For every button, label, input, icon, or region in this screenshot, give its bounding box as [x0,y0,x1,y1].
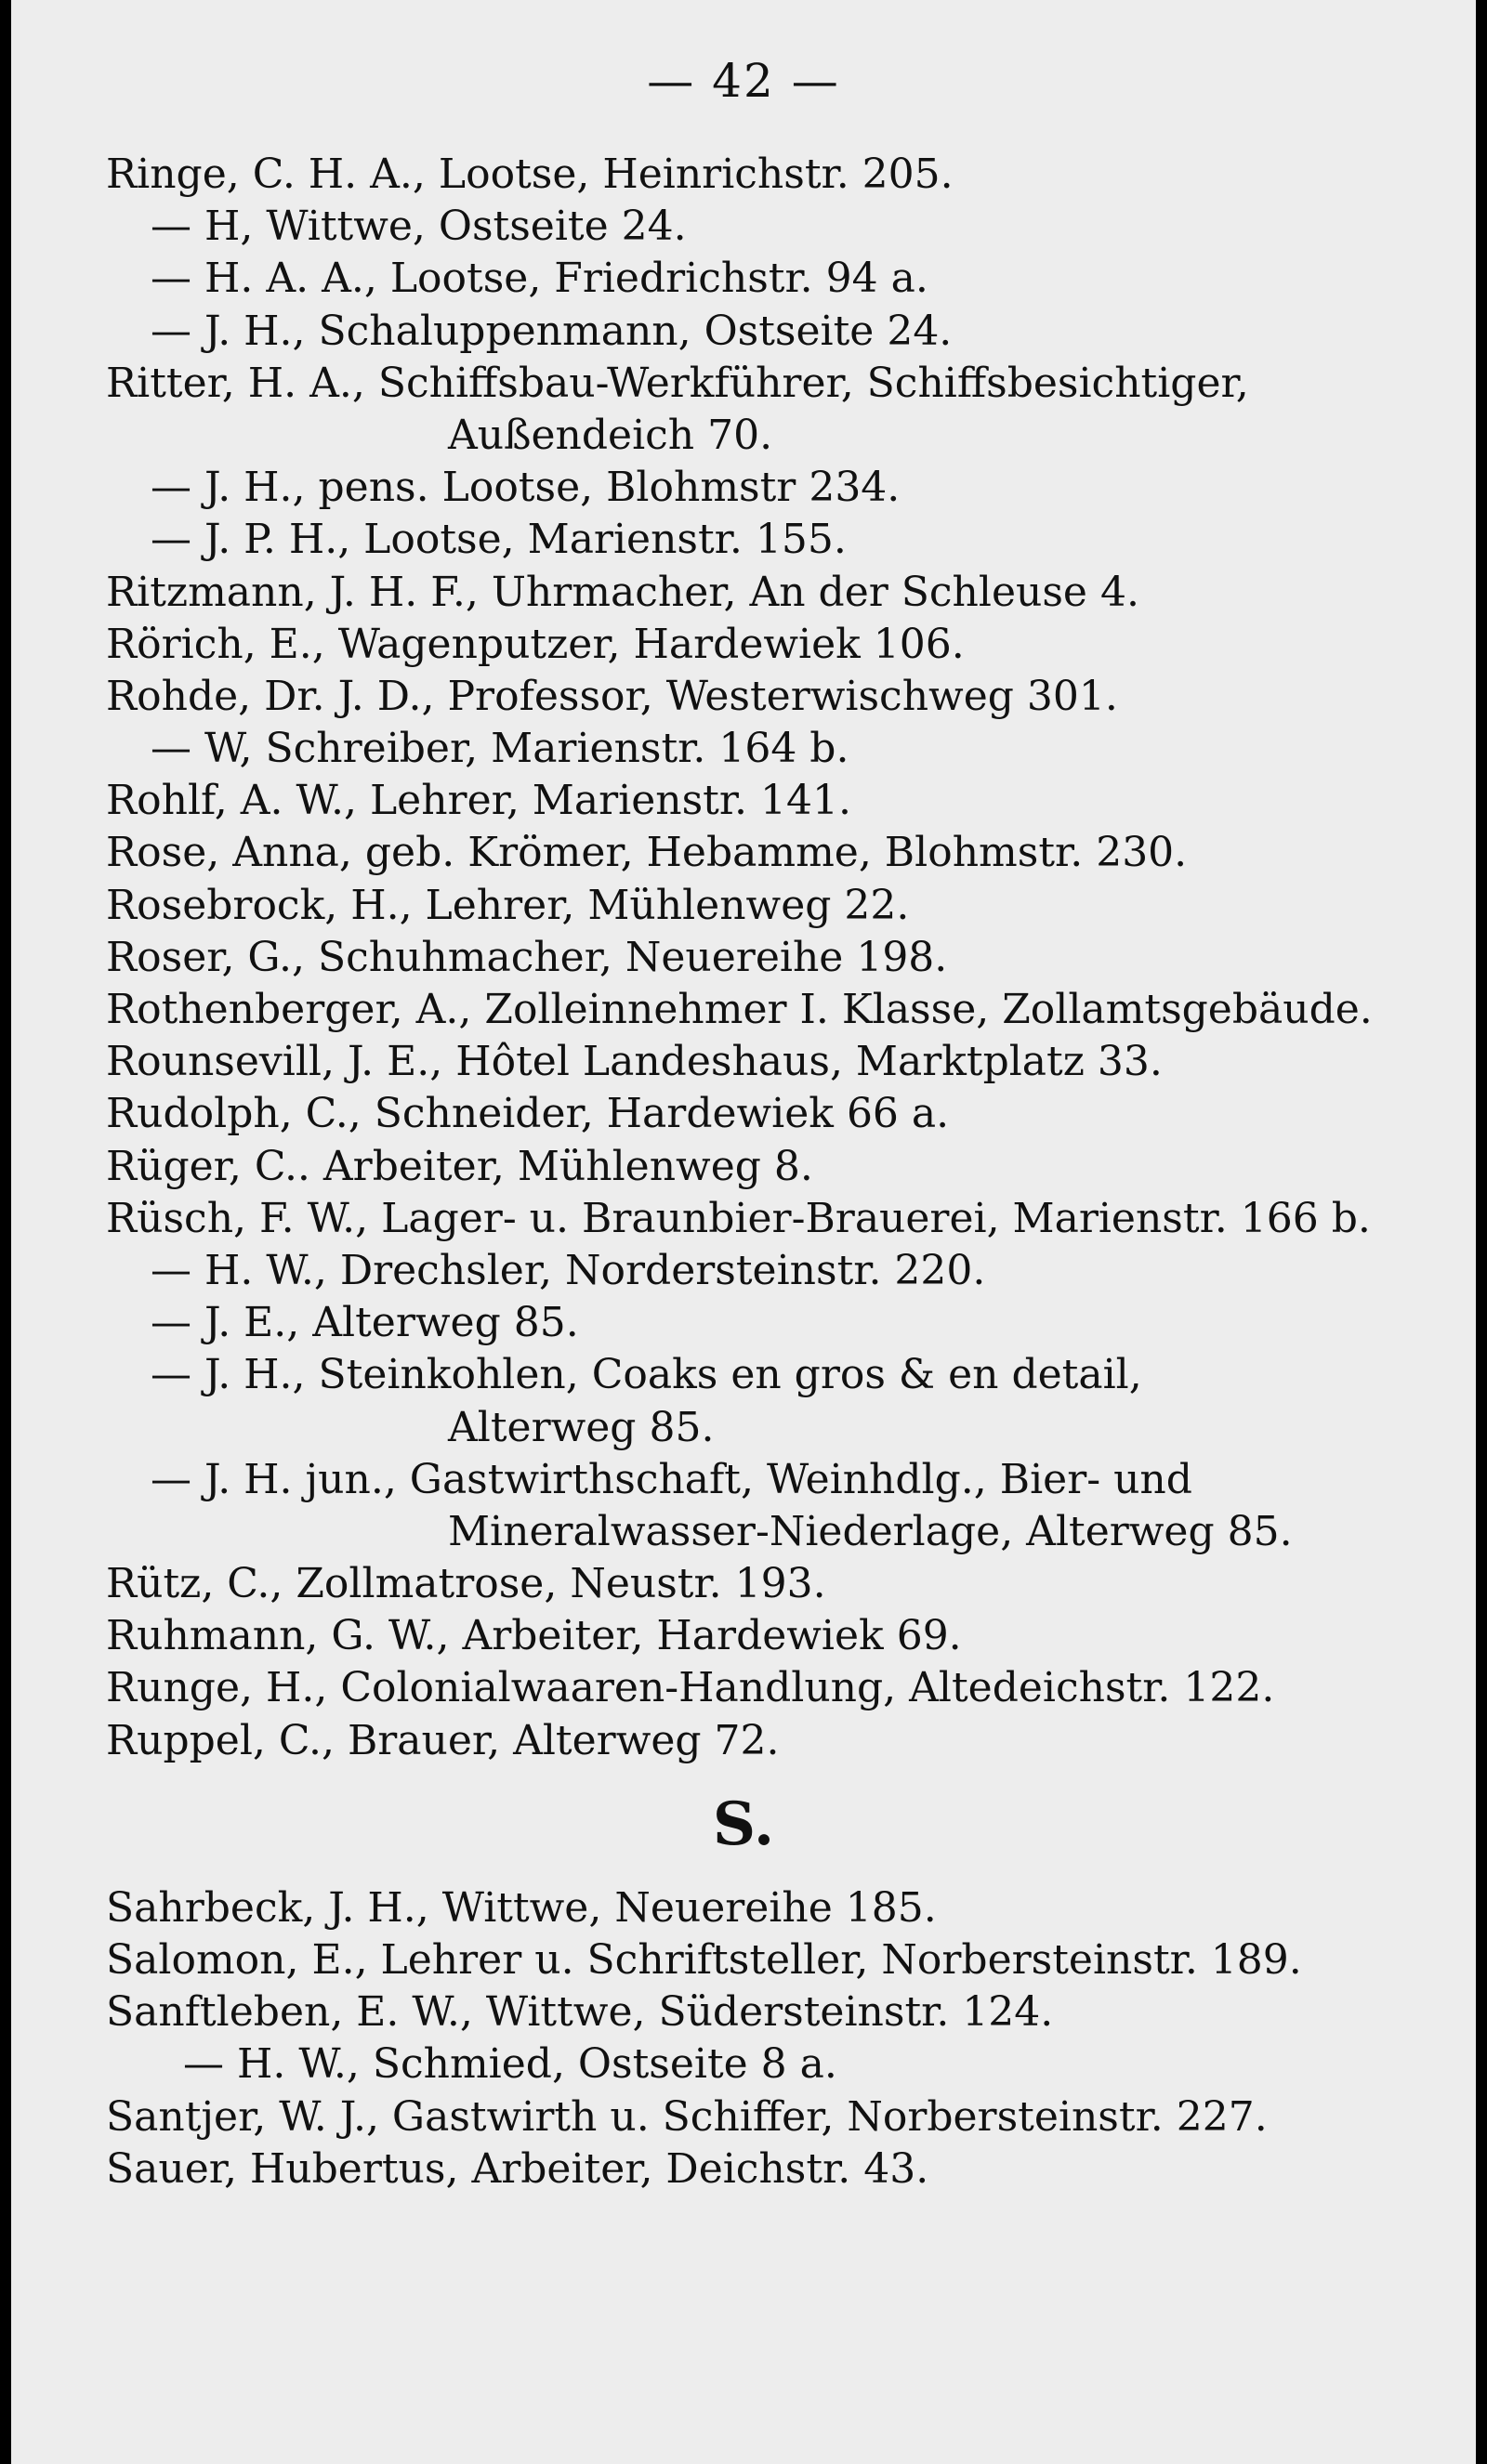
directory-entry: Rounsevill, J. E., Hôtel Landeshaus, Marktplatz 33. [106,1038,1163,1086]
directory-entries [11,149,1476,2195]
directory-entry: Roser, G., Schuhmacher, Neuereihe 198. [106,933,948,981]
entries-s [11,1882,1476,2195]
directory-entry: Rothenberger, A., Zolleinnehmer I. Klasse, Zollamtsgebäude. [106,986,1373,1033]
directory-entry: — J. H., pens. Lootse, Blohmstr 234. [151,464,901,512]
directory-entry: Ritter, H. A., Schiffsbau-Werkführer, Schiffsbesichtiger, [106,359,1249,407]
directory-entry: Salomon, E., Lehrer u. Schriftsteller, Norbersteinstr. 189. [106,1936,1302,1984]
directory-entry: Rütz, C., Zollmatrose, Neustr. 193. [106,1560,826,1608]
directory-entry: Runge, H., Colonialwaaren-Handlung, Altedeichstr. 122. [106,1664,1275,1712]
directory-entry: Außendeich 70. [448,411,773,459]
section-letter: S. [712,1789,775,1859]
directory-entry: — J. E., Alterweg 85. [151,1299,579,1347]
directory-entry: — W, Schreiber, Marienstr. 164 b. [151,725,849,773]
directory-entry: — J. H. jun., Gastwirthschaft, Weinhdlg., Bier- und [151,1455,1192,1503]
directory-entry: Rudolph, C., Schneider, Hardewiek 66 a. [106,1090,950,1138]
directory-entry: — H. A. A., Lootse, Friedrichstr. 94 a. [151,255,928,303]
directory-entry: Rose, Anna, geb. Krömer, Hebamme, Blohmstr. 230. [106,829,1188,877]
directory-entry: Rohlf, A. W., Lehrer, Marienstr. 141. [106,777,851,825]
page-number: — 42 — [647,54,840,108]
directory-entry: Rörich, E., Wagenputzer, Hardewiek 106. [106,620,965,668]
directory-entry: Ritzmann, J. H. F., Uhrmacher, An der Schleuse 4. [106,568,1139,616]
directory-entry: Sanftleben, E. W., Wittwe, Südersteinstr. 124. [106,1988,1054,2037]
directory-entry: — H. W., Drechsler, Nordersteinstr. 220. [151,1246,986,1294]
directory-entry: — J. H., Steinkohlen, Coaks en gros & en detail, [151,1351,1142,1399]
directory-entry: Ringe, C. H. A., Lootse, Heinrichstr. 205. [106,151,954,198]
directory-entry: — H, Wittwe, Ostseite 24. [151,203,687,251]
directory-entry: — H. W., Schmied, Ostseite 8 a. [183,2040,837,2089]
directory-entry: Rosebrock, H., Lehrer, Mühlenweg 22. [106,881,910,929]
directory-entry: Alterweg 85. [448,1403,715,1451]
directory-entry: Sahrbeck, J. H., Wittwe, Neuereihe 185. [106,1883,937,1932]
directory-entry: Ruppel, C., Brauer, Alterweg 72. [106,1716,780,1764]
directory-entry: — J. H., Schaluppenmann, Ostseite 24. [151,307,953,355]
directory-entry: Sauer, Hubertus, Arbeiter, Deichstr. 43. [106,2144,929,2193]
entries-r [11,149,1476,1767]
directory-entry: Santjer, W. J., Gastwirth u. Schiffer, Norbersteinstr. 227. [106,2092,1268,2141]
directory-entry: Ruhmann, G. W., Arbeiter, Hardewiek 69. [106,1612,962,1660]
directory-entry: — J. P. H., Lootse, Marienstr. 155. [151,516,847,564]
directory-entry: Mineralwasser-Niederlage, Alterweg 85. [448,1507,1293,1555]
directory-entry: Rüsch, F. W., Lager- u. Braunbier-Brauerei, Marienstr. 166 b. [106,1194,1371,1242]
directory-entry: Rüger, C.. Arbeiter, Mühlenweg 8. [106,1142,813,1190]
directory-page [11,0,1476,2464]
directory-entry: Rohde, Dr. J. D., Professor, Westerwischweg 301. [106,672,1118,720]
